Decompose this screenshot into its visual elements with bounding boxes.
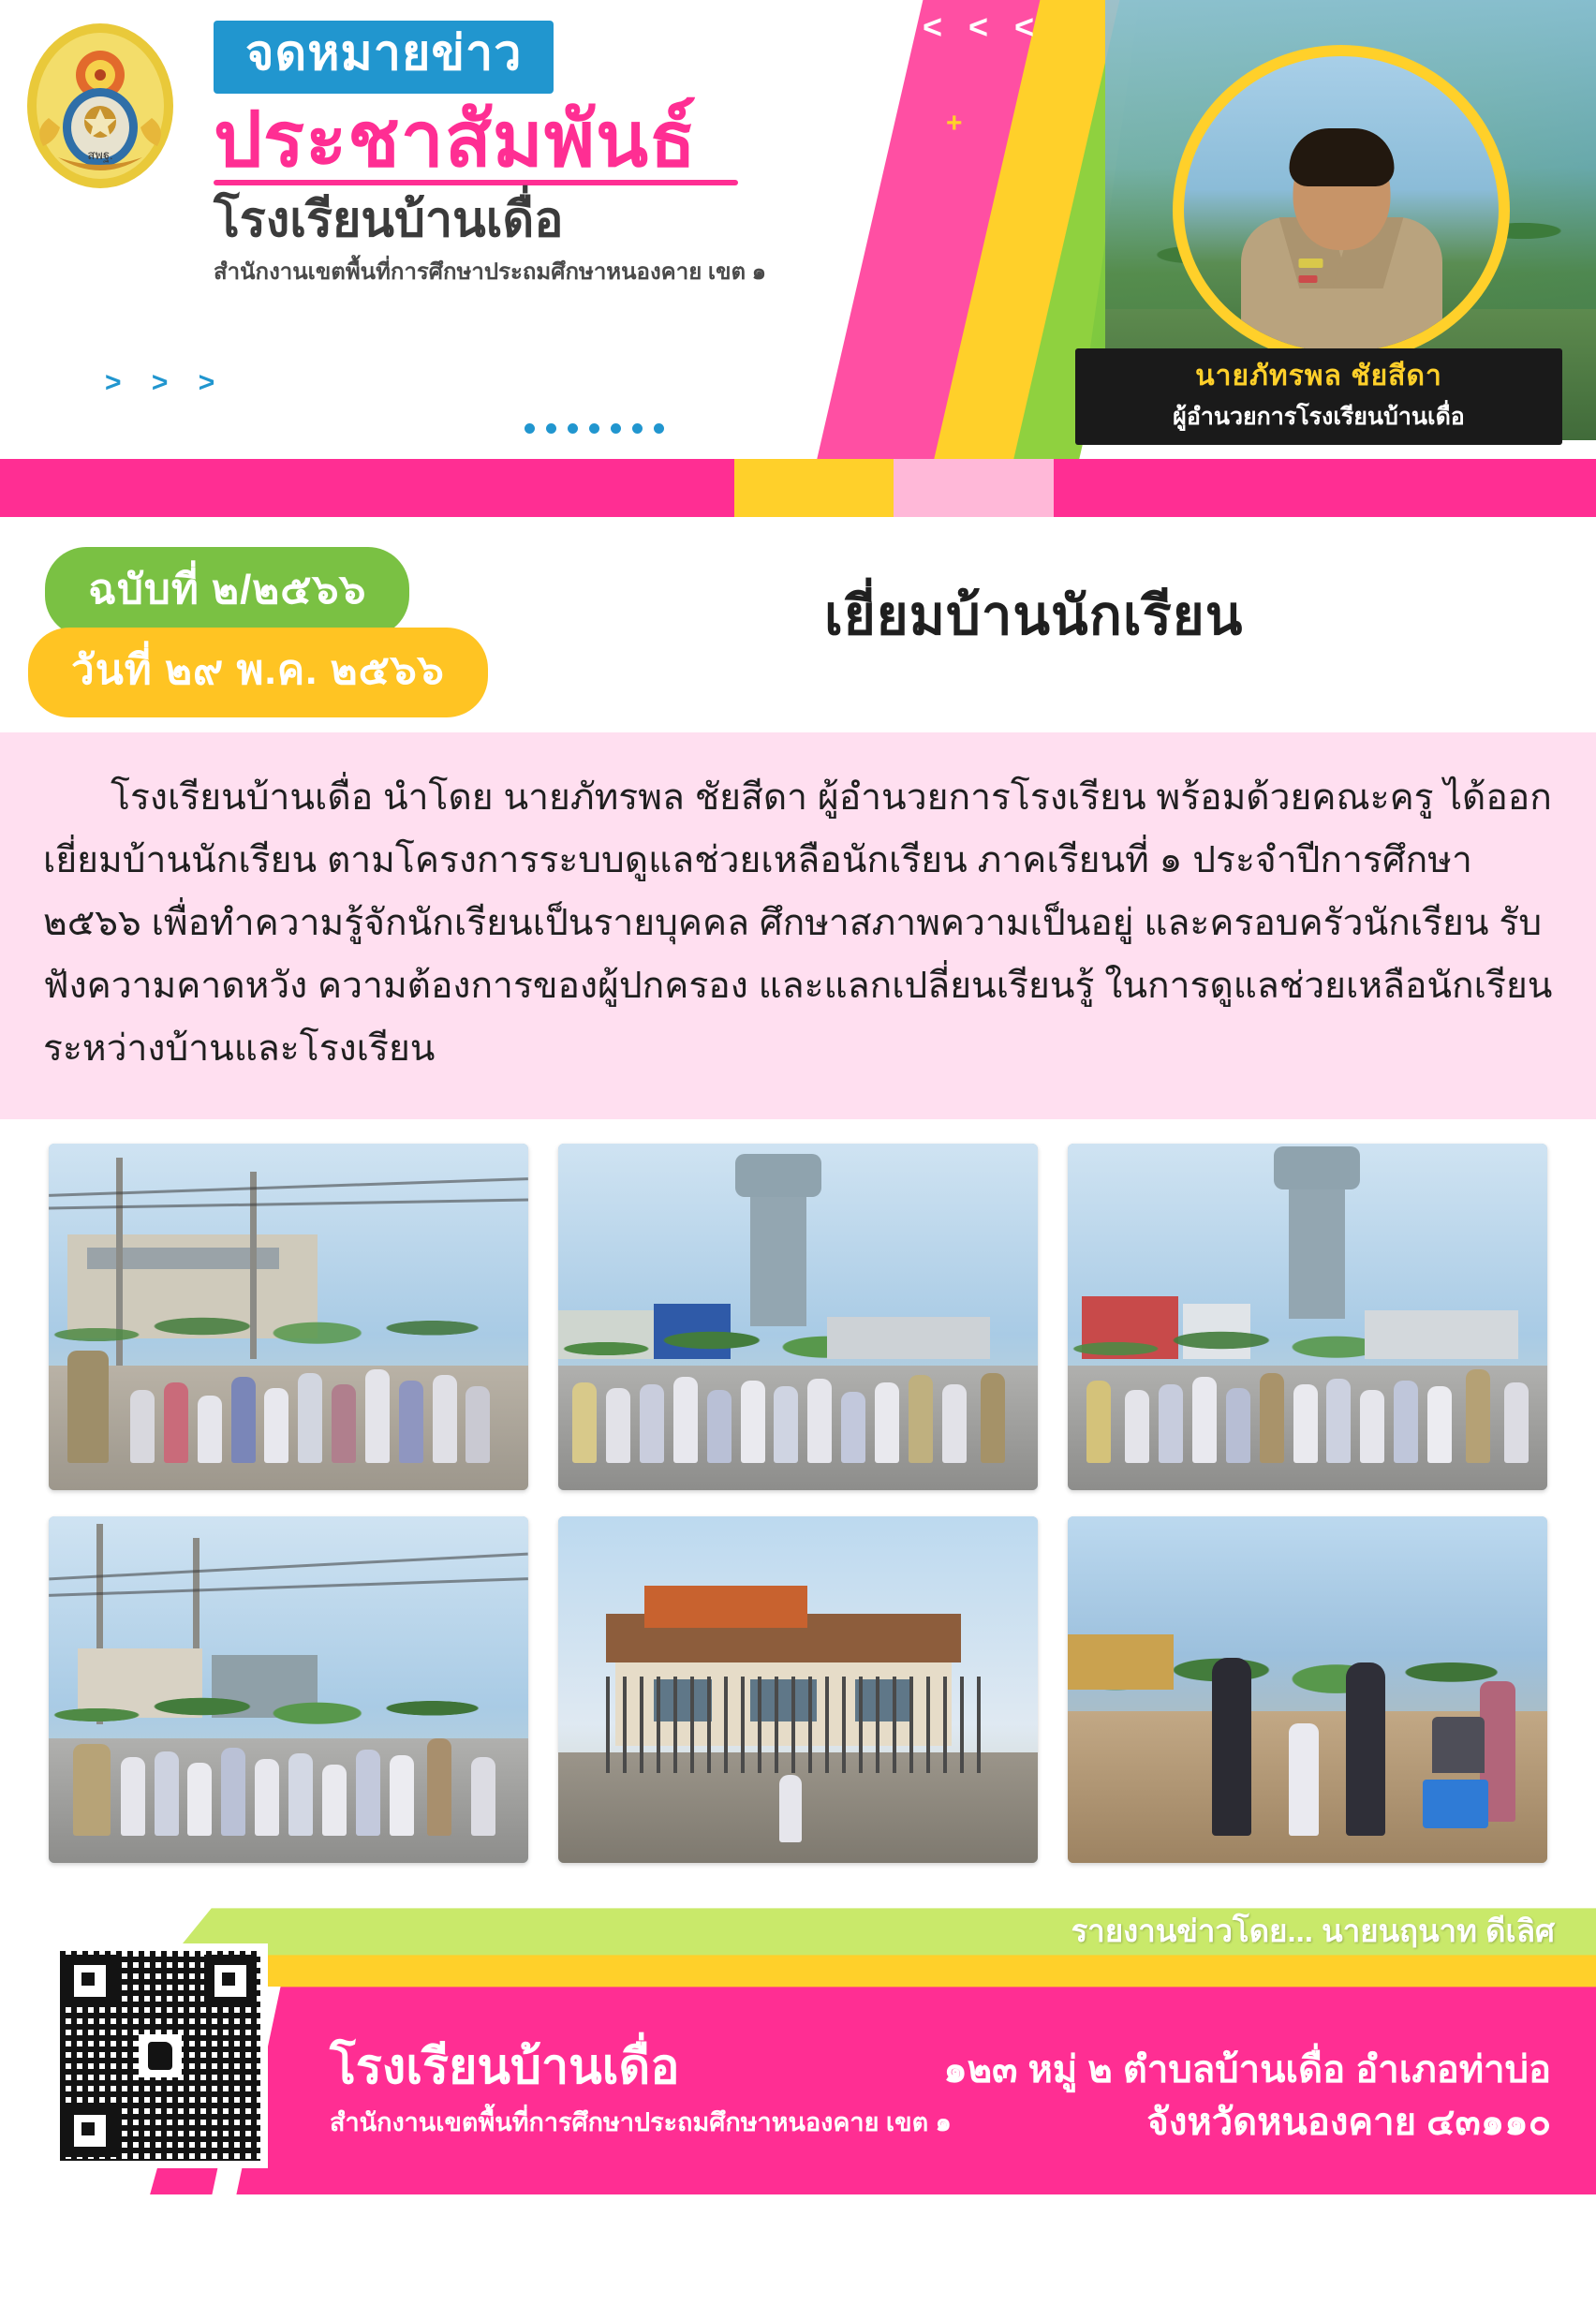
garuda-emblem-icon <box>21 17 180 195</box>
body-paragraph: โรงเรียนบ้านเดื่อ นำโดย นายภัทรพล ชัยสีดา ผู้อำนวยการโรงเรียน พร้อมด้วยคณะครู ได้ออกเยี่ยมบ้านนักเรียน ตามโครงการระบบดูแลช่วยเหลือนักเรียน ภาคเรียนที่ ๑ ประจำปีการศึกษา ๒๕๖๖ เพื่อทำความรู้จักนักเรียนเป็นรายบุคคล ศึกษาสภาพความเป็นอยู่ และครอบครัวนักเรียน รับฟังความคาดหวัง ความต้องการของผู้ปกครอง และแลกเปลี่ยนเรียนรู้ ในการดูแลช่วยเหลือนักเรียนระหว่างบ้านและโรงเรียน <box>43 777 1553 1070</box>
color-stripe-divider <box>0 459 1596 517</box>
photo-6 <box>1068 1516 1547 1863</box>
stripe-yellow <box>734 459 894 517</box>
body-card <box>0 732 1596 1119</box>
header-office-name: สำนักงานเขตพื้นที่การศึกษาประถมศึกษาหนองคาย เขต ๑ <box>214 259 767 286</box>
qr-center-logo <box>139 2034 182 2077</box>
chevron-left-icon: < < < <box>923 7 1043 46</box>
arrow-right-icon: > > > <box>105 367 227 398</box>
dot-decoration <box>525 423 664 434</box>
qr-eye-top-left <box>64 1955 116 2007</box>
footer-office-name: สำนักงานเขตพื้นที่การศึกษาประถมศึกษาหนองคาย เขต ๑ <box>330 2108 952 2137</box>
photo-4 <box>49 1516 528 1863</box>
svg-text:สพฐ.: สพฐ. <box>87 148 113 162</box>
footer-school-name: โรงเรียนบ้านเดื่อ <box>330 2040 680 2095</box>
footer-address-line-1: ๑๒๓ หมู่ ๒ ตำบลบ้านเดื่อ อำเภอท่าบ่อ <box>943 2049 1551 2091</box>
page-title: ประชาสัมพันธ์ <box>214 96 698 183</box>
topic-title: เยี่ยมบ้านนักเรียน <box>824 585 1244 646</box>
portrait-frame <box>1173 45 1510 363</box>
director-name: นายภัทรพล ชัยสีดา <box>1195 361 1442 392</box>
news-badge: จดหมายข่าว <box>214 21 554 94</box>
director-figure <box>1241 128 1442 358</box>
photo-3 <box>1068 1144 1547 1490</box>
qr-code[interactable] <box>52 1943 268 2168</box>
stripe-pink-right <box>1054 459 1596 517</box>
qr-eye-top-right <box>204 1955 257 2007</box>
reporter-credit: รายงานข่าวโดย... นายนฤนาท ดีเลิศ <box>1071 1913 1555 1949</box>
issue-date-badge: วันที่ ๒๙ พ.ค. ๒๕๖๖ <box>28 628 488 717</box>
stripe-pink-left <box>0 459 734 517</box>
header-title-block <box>214 21 907 289</box>
qr-code-pattern <box>60 1951 260 2161</box>
issue-bar <box>0 517 1596 732</box>
photo-2 <box>558 1144 1038 1490</box>
header-banner <box>0 0 1596 459</box>
photo-5 <box>558 1516 1038 1863</box>
director-position: ผู้อำนวยการโรงเรียนบ้านเดื่อ <box>1173 404 1465 430</box>
photo-1 <box>49 1144 528 1490</box>
header-school-name: โรงเรียนบ้านเดื่อ <box>214 192 564 247</box>
issue-number-badge: ฉบับที่ ๒/๒๕๖๖ <box>45 547 409 637</box>
footer <box>0 1885 1596 2194</box>
director-name-plate <box>1075 348 1562 445</box>
footer-address-line-2: จังหวัดหนองคาย ๔๓๑๑๐ <box>1146 2102 1551 2144</box>
plus-icon: + <box>946 108 963 139</box>
qr-eye-bottom-left <box>64 2105 116 2157</box>
photo-grid <box>0 1119 1596 1872</box>
stripe-light-pink <box>894 459 1053 517</box>
director-portrait <box>1173 45 1510 363</box>
